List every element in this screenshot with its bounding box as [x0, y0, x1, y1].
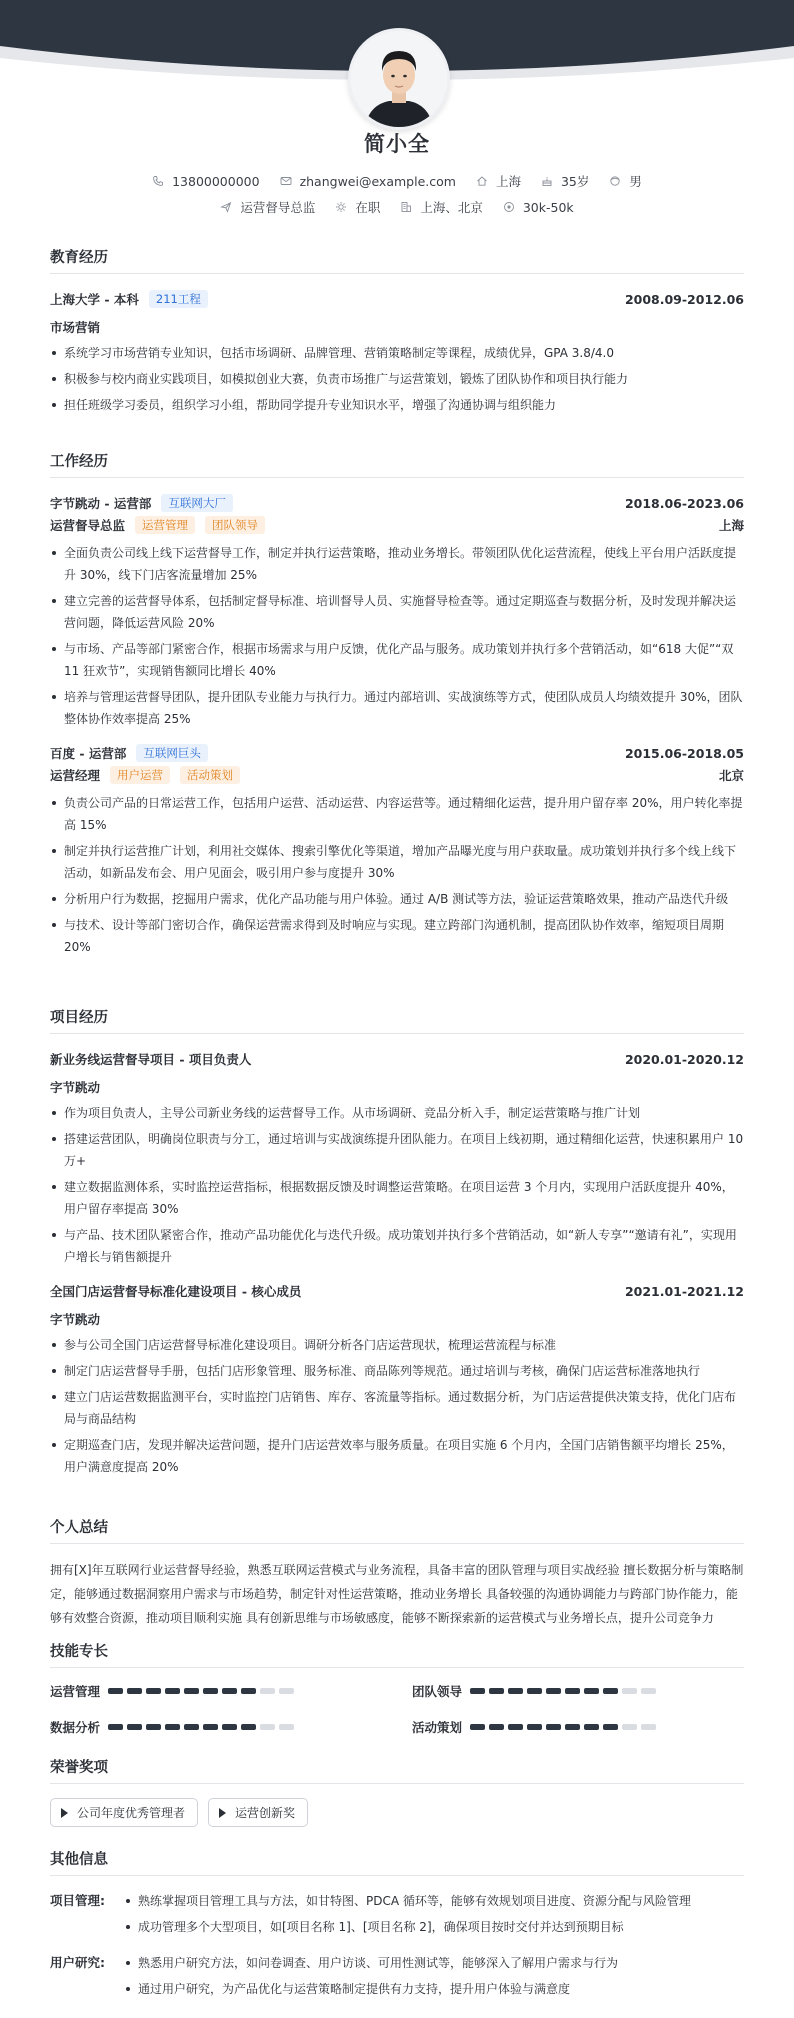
skill-segment-empty: [279, 1688, 294, 1694]
skill-segment-filled: [584, 1724, 599, 1730]
skill-segment-empty: [622, 1688, 637, 1694]
skill-segment-filled: [527, 1724, 542, 1730]
cake-icon: [541, 175, 553, 187]
skill-segment-filled: [470, 1724, 485, 1730]
target-position-item: [220, 198, 315, 216]
award-name: 运营创新奖: [235, 1806, 296, 1820]
education-entry: [50, 288, 744, 416]
play-icon: [61, 1808, 68, 1818]
work-entry: [50, 742, 744, 958]
projects-section: [50, 1006, 744, 1490]
work-date: 2018.06-2023.06: [624, 495, 744, 511]
list-item: 制定并执行运营推广计划，利用社交媒体、搜索引擎优化等渠道，增加产品曝光度与用户获取量。成功策划并执行多个线上线下活动，如新品发布会、用户见面会，吸引用户参与度提升 30%: [50, 840, 744, 884]
skill-item: [50, 1718, 382, 1736]
role-title: 运营经理: [50, 768, 101, 783]
skill-segment-empty: [622, 1724, 637, 1730]
skill-segment-filled: [603, 1724, 618, 1730]
skill-level-bar: [108, 1688, 298, 1694]
skill-segment-filled: [489, 1688, 504, 1694]
skill-item: [412, 1682, 744, 1700]
skill-segment-empty: [260, 1724, 275, 1730]
city-text: 上海: [495, 174, 521, 189]
job-intent-row: [0, 198, 794, 216]
list-item: 与市场、产品等部门紧密合作，根据市场需求与用户反馈，优化产品与服务。成功策划并执行多个营销活动，如“618 大促”“双 11 狂欢节”，实现销售额同比增长 40%: [50, 638, 744, 682]
list-item: 与技术、设计等部门密切合作，确保运营需求得到及时响应与实现。建立跨部门沟通机制，提高团队协作效率，缩短项目周期 20%: [50, 914, 744, 958]
skill-segment-filled: [241, 1724, 256, 1730]
list-item: 制定门店运营督导手册，包括门店形象管理、服务标准、商品陈列等规范。通过培训与考核，确保门店运营标准落地执行: [50, 1360, 744, 1382]
skill-segment-filled: [241, 1688, 256, 1694]
target-city-text: 上海、北京: [420, 200, 483, 215]
skill-tag: 运营管理: [135, 516, 195, 534]
skill-segment-filled: [146, 1688, 161, 1694]
skill-level-bar: [470, 1724, 660, 1730]
skill-segment-filled: [584, 1688, 599, 1694]
skill-level-bar: [470, 1688, 660, 1694]
skill-segment-filled: [184, 1688, 199, 1694]
skill-tag: 用户运营: [110, 766, 170, 784]
award-name: 公司年度优秀管理者: [77, 1806, 186, 1820]
list-item: 成功管理多个大型项目，如[项目名称 1]、[项目名称 2]，确保项目按时交付并达到预期目标: [124, 1916, 744, 1938]
school-tag: 211工程: [149, 290, 208, 308]
skill-segment-filled: [108, 1724, 123, 1730]
gender-icon: [609, 175, 621, 187]
home-icon: [476, 175, 488, 187]
skill-segment-filled: [508, 1688, 523, 1694]
list-item: 定期巡查门店，发现并解决运营问题，提升门店运营效率与服务质量。在项目实施 6 个月内，全国门店销售额平均增长 25%，用户满意度提高 20%: [50, 1434, 744, 1478]
list-item: 作为项目负责人，主导公司新业务线的运营督导工作。从市场调研、竞品分析入手，制定运营策略与推广计划: [50, 1102, 744, 1124]
status-icon: [335, 201, 347, 213]
skill-segment-filled: [603, 1688, 618, 1694]
phone-item: [152, 174, 259, 189]
skill-name: 数据分析: [50, 1720, 101, 1735]
phone-text: 13800000000: [172, 173, 260, 189]
list-item: 担任班级学习委员，组织学习小组，帮助同学提升专业知识水平，增强了沟通协调与组织能力: [50, 394, 744, 416]
skill-segment-filled: [165, 1724, 180, 1730]
email-text: zhangwei@example.com: [299, 173, 456, 189]
education-date: 2008.09-2012.06: [624, 291, 744, 307]
section-title: 荣誉奖项: [50, 1756, 744, 1784]
salary-text: 30k-50k: [522, 199, 574, 215]
company-tag: 互联网巨头: [136, 744, 208, 762]
list-item: 积极参与校内商业实践项目，如模拟创业大赛，负责市场推广与运营策划，锻炼了团队协作和项目执行能力: [50, 368, 744, 390]
company-tag: 互联网大厂: [161, 494, 233, 512]
company-name: 字节跳动 - 运营部: [50, 496, 152, 511]
skill-segment-filled: [222, 1688, 237, 1694]
list-item: 培养与管理运营督导团队，提升团队专业能力与执行力。通过内部培训、实战演练等方式，使团队成员人均绩效提升 30%，团队整体协作效率提高 25%: [50, 686, 744, 730]
skill-tag: 团队领导: [205, 516, 265, 534]
list-item: 全面负责公司线上线下运营督导工作，制定并执行运营策略，推动业务增长。带领团队优化运营流程，使线上平台用户活跃度提升 30%，线下门店客流量增加 25%: [50, 542, 744, 586]
award-badge: [50, 1798, 198, 1827]
skill-segment-empty: [279, 1724, 294, 1730]
skill-segment-filled: [546, 1688, 561, 1694]
list-item: 搭建运营团队，明确岗位职责与分工，通过培训与实战演练提升团队能力。在项目上线初期，通过精细化运营，快速积累用户 10 万+: [50, 1128, 744, 1172]
work-date: 2015.06-2018.05: [624, 745, 744, 761]
project-company: 字节跳动: [50, 1080, 101, 1095]
summary-text: 拥有[X]年互联网行业运营督导经验，熟悉互联网运营模式与业务流程，具备丰富的团队管理与项目实战经验 擅长数据分析与策略制定，能够通过数据洞察用户需求与市场趋势，制定针对性运营策略，推动业务增长 具备较强的沟通协调能力与跨部门协作能力，能够有效整合资源，推动项目顺利实施 具有创新思维与市场敏感度，能够不断探索新的运营模式与业务增长点，提升公司竞争力: [50, 1563, 744, 1625]
skill-name: 运营管理: [50, 1684, 101, 1699]
work-city: 上海: [718, 518, 744, 533]
age-item: [541, 172, 589, 190]
project-entry: [50, 1048, 744, 1268]
skill-segment-empty: [260, 1688, 275, 1694]
list-item: 系统学习市场营销专业知识，包括市场调研、品牌管理、营销策略制定等课程，成绩优异，GPA 3.8/4.0: [50, 342, 744, 364]
skill-segment-filled: [565, 1724, 580, 1730]
skill-segment-filled: [489, 1724, 504, 1730]
target-city-item: [400, 198, 483, 216]
play-icon: [219, 1808, 226, 1818]
list-item: 建立门店运营数据监测平台，实时监控门店销售、库存、客流量等指标。通过数据分析，为门店运营提供决策支持，优化门店布局与商品结构: [50, 1386, 744, 1430]
project-entry: [50, 1280, 744, 1478]
project-name: 新业务线运营督导项目 - 项目负责人: [50, 1052, 252, 1067]
list-item: 负责公司产品的日常运营工作，包括用户运营、活动运营、内容运营等。通过精细化运营，提升用户留存率 20%，用户转化率提高 15%: [50, 792, 744, 836]
skill-tag: 活动策划: [180, 766, 240, 784]
list-item: 建立完善的运营督导体系，包括制定督导标准、培训督导人员、实施督导检查等。通过定期巡查与数据分析，及时发现并解决运营问题，降低运营风险 20%: [50, 590, 744, 634]
section-title: 技能专长: [50, 1640, 744, 1668]
skill-segment-filled: [203, 1688, 218, 1694]
skill-name: 团队领导: [412, 1684, 463, 1699]
age-text: 35岁: [560, 174, 590, 189]
group-label: 用户研究:: [50, 1955, 105, 1970]
list-item: 参与公司全国门店运营督导标准化建设项目。调研分析各门店运营现状，梳理运营流程与标准: [50, 1334, 744, 1356]
skill-segment-filled: [222, 1724, 237, 1730]
other-info-group: [50, 1890, 744, 1942]
other-info-section: [50, 1848, 744, 2014]
project-name: 全国门店运营督导标准化建设项目 - 核心成员: [50, 1284, 302, 1299]
list-item: 通过用户研究，为产品优化与运营策略制定提供有力支持，提升用户体验与满意度: [124, 1978, 744, 2000]
group-label: 项目管理:: [50, 1893, 105, 1908]
salary-item: [503, 200, 574, 215]
list-item: 分析用户行为数据，挖掘用户需求，优化产品功能与用户体验。通过 A/B 测试等方法，验证运营策略效果，推动产品迭代升级: [50, 888, 744, 910]
status-text: 在职: [355, 200, 381, 215]
building-icon: [400, 201, 412, 213]
skill-segment-filled: [165, 1688, 180, 1694]
role-title: 运营督导总监: [50, 518, 126, 533]
skill-segment-empty: [641, 1724, 656, 1730]
gender-text: 男: [629, 174, 642, 189]
skill-segment-filled: [546, 1724, 561, 1730]
project-company: 字节跳动: [50, 1312, 101, 1327]
gender-item: [609, 172, 642, 190]
other-info-group: [50, 1952, 744, 2004]
list-item: 熟悉用户研究方法，如问卷调查、用户访谈、可用性测试等，能够深入了解用户需求与行为: [124, 1952, 744, 1974]
list-item: 与产品、技术团队紧密合作，推动产品功能优化与迭代升级。成功策划并执行多个营销活动，如“新人专享”“邀请有礼”，实现用户增长与销售额提升: [50, 1224, 744, 1268]
skill-name: 活动策划: [412, 1720, 463, 1735]
skill-segment-filled: [203, 1724, 218, 1730]
skill-segment-filled: [184, 1724, 199, 1730]
email-item: [280, 174, 456, 189]
status-item: [335, 198, 380, 216]
skill-segment-filled: [127, 1724, 142, 1730]
city-item: [476, 172, 521, 190]
candidate-name: 简小全: [364, 132, 430, 156]
project-date: 2020.01-2020.12: [624, 1051, 744, 1067]
project-date: 2021.01-2021.12: [624, 1283, 744, 1299]
section-title: 项目经历: [50, 1006, 744, 1034]
contact-row: [0, 172, 794, 190]
school-name: 上海大学 - 本科: [50, 292, 139, 307]
skills-section: [50, 1640, 744, 1736]
skill-segment-filled: [470, 1688, 485, 1694]
section-title: 其他信息: [50, 1848, 744, 1876]
awards-section: [50, 1756, 744, 1827]
skill-segment-filled: [127, 1688, 142, 1694]
salary-icon: [503, 201, 515, 213]
phone-icon: [152, 175, 164, 187]
skills-grid: [50, 1682, 744, 1736]
mail-icon: [280, 175, 292, 187]
list-item: 熟练掌握项目管理工具与方法，如甘特图、PDCA 循环等，能够有效规划项目进度、资源分配与风险管理: [124, 1890, 744, 1912]
skill-segment-filled: [108, 1688, 123, 1694]
skill-item: [412, 1718, 744, 1736]
work-city: 北京: [718, 768, 744, 783]
skill-segment-filled: [527, 1688, 542, 1694]
skill-segment-empty: [641, 1688, 656, 1694]
section-title: 个人总结: [50, 1516, 744, 1544]
skill-segment-filled: [565, 1688, 580, 1694]
skill-item: [50, 1682, 382, 1700]
major: 市场营销: [50, 320, 101, 335]
company-name: 百度 - 运营部: [50, 746, 127, 761]
avatar: [348, 28, 450, 130]
section-title: 教育经历: [50, 246, 744, 274]
work-entry: [50, 492, 744, 730]
work-section: [50, 450, 744, 970]
skill-level-bar: [108, 1724, 298, 1730]
list-item: 建立数据监测体系，实时监控运营指标，根据数据反馈及时调整运营策略。在项目运营 3 个月内，实现用户活跃度提升 40%，用户留存率提高 30%: [50, 1176, 744, 1220]
skill-segment-filled: [508, 1724, 523, 1730]
target-position-text: 运营督导总监: [240, 200, 316, 215]
education-section: [50, 246, 744, 428]
skill-segment-filled: [146, 1724, 161, 1730]
summary-section: [50, 1516, 744, 1630]
section-title: 工作经历: [50, 450, 744, 478]
award-badge: [208, 1798, 308, 1827]
send-icon: [220, 201, 232, 213]
